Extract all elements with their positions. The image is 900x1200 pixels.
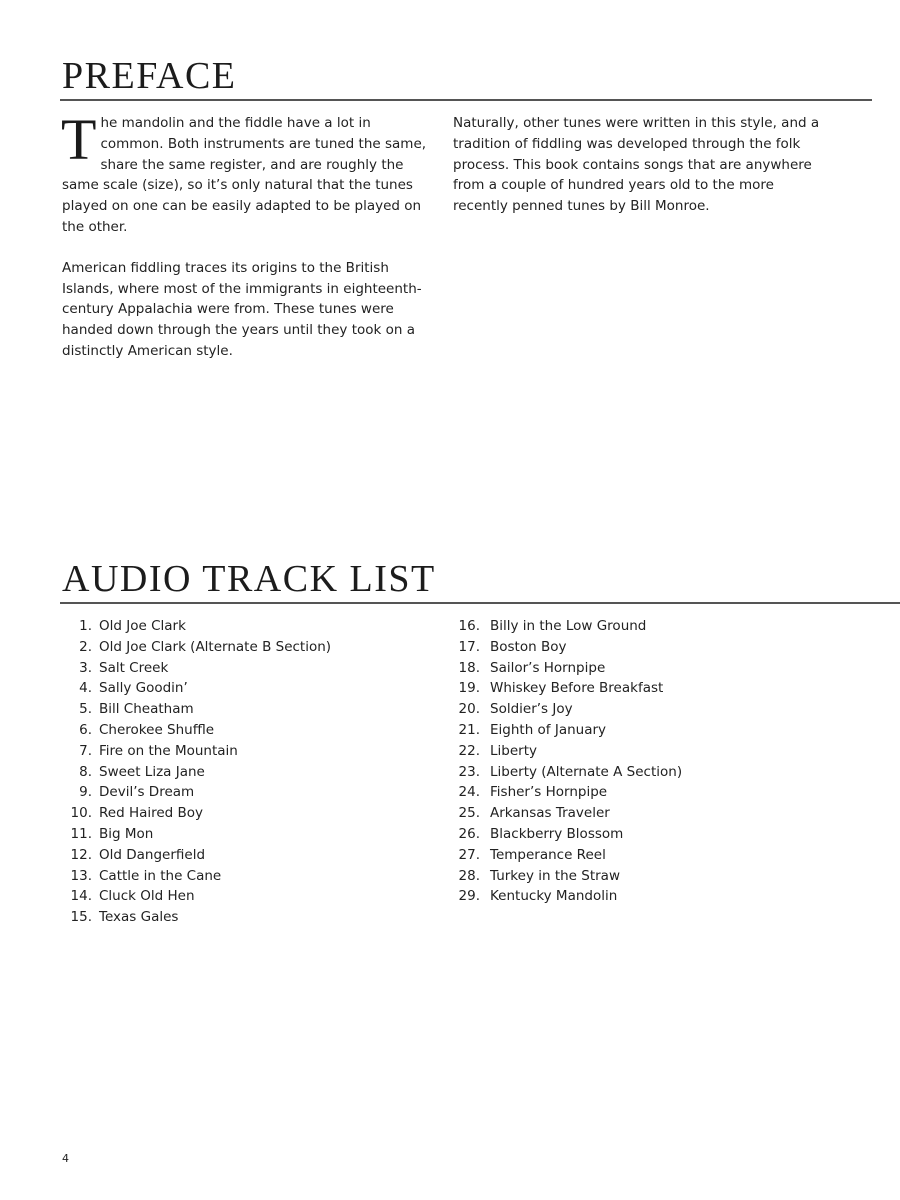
track-item <box>453 803 853 824</box>
preface-heading: PREFACE <box>62 55 237 97</box>
track-item <box>62 824 442 845</box>
track-title: Cluck Old Hen <box>99 888 195 905</box>
track-title: Cherokee Shuffle <box>99 721 215 738</box>
track-title: Old Dangerfield <box>99 846 206 863</box>
track-title: Big Mon <box>99 825 154 842</box>
track-item <box>62 866 442 887</box>
track-item <box>62 803 442 824</box>
track-title: Blackberry Blossom <box>490 825 624 842</box>
track-title: Eighth of January <box>490 721 607 738</box>
track-item <box>453 824 853 845</box>
track-number: 11. <box>70 825 92 842</box>
track-item <box>62 782 442 803</box>
track-item <box>62 699 442 720</box>
track-title: Fisher’s Hornpipe <box>490 784 608 801</box>
track-list-heading: AUDIO TRACK LIST <box>62 558 436 600</box>
preface-column-right <box>453 113 828 217</box>
track-item <box>453 678 853 699</box>
track-number: 16. <box>458 618 480 634</box>
track-item <box>453 658 853 679</box>
track-title: Bill Cheatham <box>99 701 194 718</box>
track-list-column-left <box>62 616 442 928</box>
track-title: Temperance Reel <box>490 846 606 863</box>
track-number: 5. <box>79 701 92 718</box>
track-number: 10. <box>70 805 92 822</box>
drop-cap: T <box>61 107 97 172</box>
page-number: 4 <box>62 1152 69 1165</box>
track-title: Billy in the Low Ground <box>490 618 647 634</box>
track-item <box>62 637 442 658</box>
track-item <box>453 741 853 762</box>
track-number: 9. <box>79 784 92 801</box>
track-title: Old Joe Clark <box>99 618 186 634</box>
track-number: 20. <box>458 701 480 718</box>
track-number: 12. <box>70 846 92 863</box>
preface-paragraph-1-text: he mandolin and the fiddle have a lot in common. Both instruments are tuned the same, share the same register, and are roughly the same scale (size), so it’s only natural that the tunes played on one can be easily adapted to be played on the other. <box>62 115 427 235</box>
track-number: 1. <box>79 618 92 634</box>
track-item <box>62 886 442 907</box>
track-title: Sweet Liza Jane <box>99 763 205 780</box>
track-title: Soldier’s Joy <box>490 701 573 718</box>
track-item <box>62 720 442 741</box>
track-number: 28. <box>458 867 480 884</box>
track-number: 21. <box>458 721 480 738</box>
track-list-column-right <box>453 616 853 907</box>
track-item <box>62 616 442 637</box>
track-item <box>62 907 442 928</box>
track-title: Kentucky Mandolin <box>490 888 618 905</box>
track-number: 24. <box>458 784 480 801</box>
preface-paragraph-2: American fiddling traces its origins to the British Islands, where most of the immigrants in eighteenth-century Appalachia were from. These tunes were handed down through the years until they took on a distinctly American style. <box>62 259 422 359</box>
track-number: 3. <box>79 659 92 676</box>
track-number: 4. <box>79 680 92 697</box>
track-number: 6. <box>79 721 92 738</box>
track-title: Fire on the Mountain <box>99 742 238 759</box>
track-number: 8. <box>79 763 92 780</box>
track-item <box>453 616 853 637</box>
track-number: 13. <box>70 867 92 884</box>
track-list-divider <box>60 602 900 604</box>
track-item <box>453 762 853 783</box>
track-number: 25. <box>458 805 480 822</box>
preface-column-left <box>61 107 434 362</box>
track-title: Devil’s Dream <box>99 784 195 801</box>
track-item <box>62 658 442 679</box>
preface-paragraph-3: Naturally, other tunes were written in this style, and a tradition of fiddling was developed through the folk process. This book contains songs that are anywhere from a couple of hundred years old to the more recently penned tunes by Bill Monroe. <box>453 115 820 215</box>
track-title: Old Joe Clark (Alternate B Section) <box>99 638 332 655</box>
track-item <box>453 637 853 658</box>
track-item <box>453 782 853 803</box>
track-title: Sailor’s Hornpipe <box>490 659 606 676</box>
track-title: Cattle in the Cane <box>99 867 222 884</box>
track-number: 29. <box>458 888 480 905</box>
track-title: Boston Boy <box>490 638 567 655</box>
track-number: 19. <box>458 680 480 697</box>
track-item <box>453 720 853 741</box>
track-number: 23. <box>458 763 480 780</box>
track-title: Liberty (Alternate A Section) <box>490 763 683 780</box>
track-item <box>62 678 442 699</box>
track-item <box>453 699 853 720</box>
track-title: Texas Gales <box>99 909 179 926</box>
track-title: Whiskey Before Breakfast <box>490 680 664 697</box>
track-title: Sally Goodin’ <box>99 680 188 697</box>
track-number: 18. <box>458 659 480 676</box>
track-number: 14. <box>70 888 92 905</box>
track-number: 17. <box>458 638 480 655</box>
track-title: Salt Creek <box>99 659 169 676</box>
track-title: Red Haired Boy <box>99 805 204 822</box>
track-item <box>62 741 442 762</box>
track-title: Arkansas Traveler <box>490 805 610 822</box>
track-number: 27. <box>458 846 480 863</box>
track-title: Liberty <box>490 742 537 759</box>
track-item <box>453 845 853 866</box>
track-number: 15. <box>70 909 92 926</box>
track-number: 26. <box>458 825 480 842</box>
preface-divider <box>60 99 872 101</box>
track-item <box>453 866 853 887</box>
track-title: Turkey in the Straw <box>490 867 620 884</box>
track-item <box>62 845 442 866</box>
track-number: 2. <box>79 638 92 655</box>
track-item <box>62 762 442 783</box>
track-number: 7. <box>79 742 92 759</box>
track-number: 22. <box>458 742 480 759</box>
preface-paragraph-1 <box>61 107 434 238</box>
track-item <box>453 886 853 907</box>
